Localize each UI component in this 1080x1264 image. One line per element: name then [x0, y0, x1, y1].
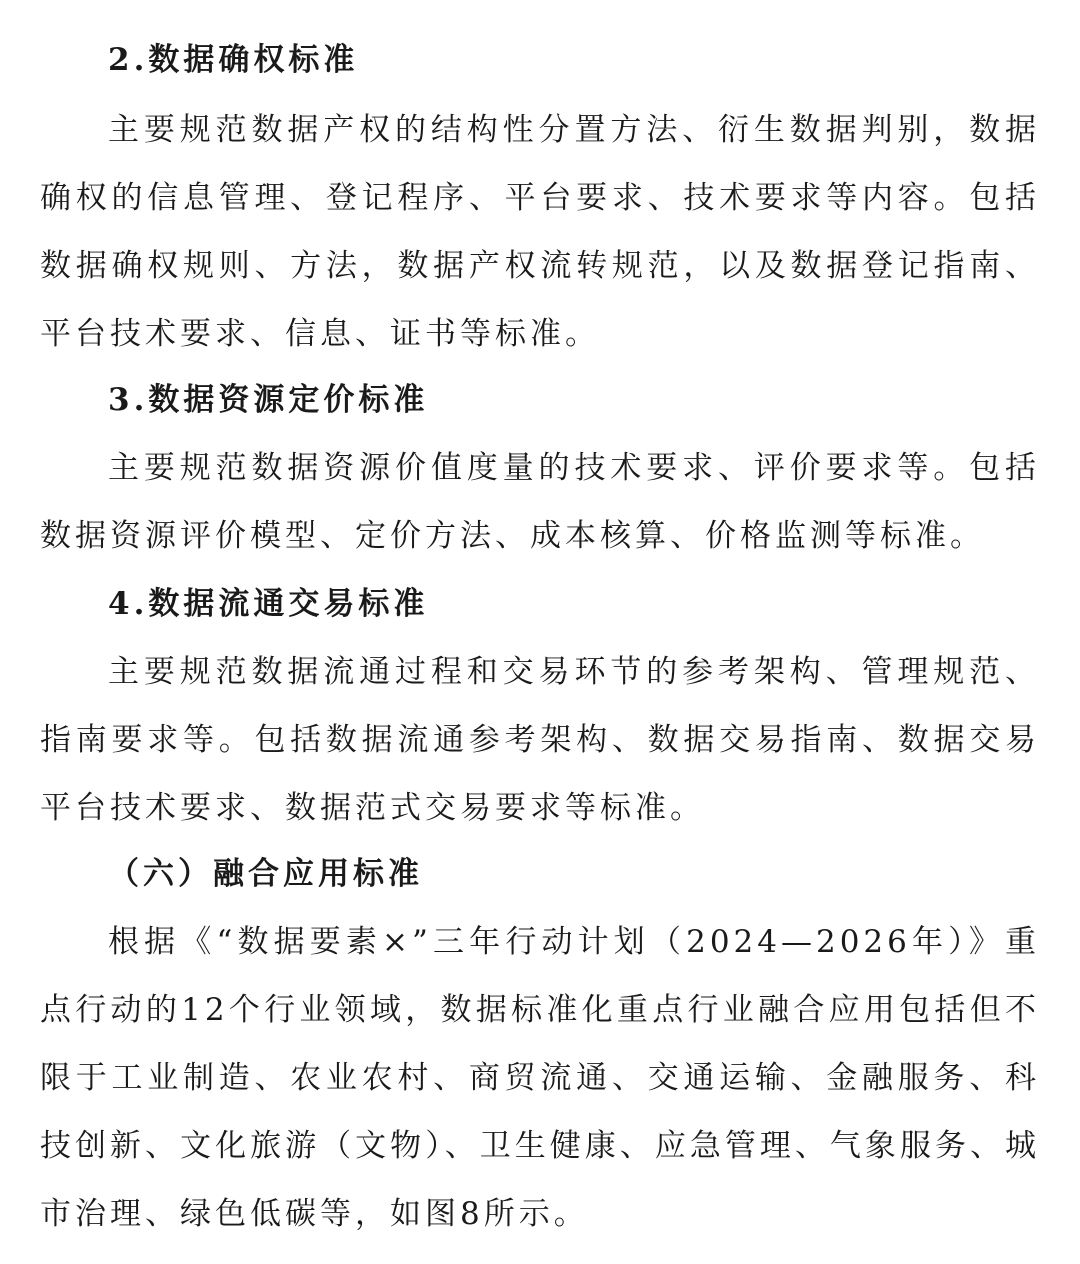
section-heading-circulation: 4.数据流通交易标准 — [108, 586, 429, 622]
section-body-data-rights: 主要规范数据产权的结构性分置方法、衍生数据判别，数据确权的信息管理、登记程序、平台要求、技术要求等内容。包括数据确权规则、方法，数据产权流转规范，以及数据登记指南、平台技术要求、信息、证书等标准。 — [40, 112, 1040, 352]
section-body-circulation: 主要规范数据流通过程和交易环节的参考架构、管理规范、指南要求等。包括数据流通参考架构、数据交易指南、数据交易平台技术要求、数据范式交易要求等标准。 — [40, 654, 1040, 826]
section-heading-pricing: 3.数据资源定价标准 — [108, 382, 429, 418]
section-heading-fusion-application: （六）融合应用标准 — [108, 856, 423, 892]
section-heading-data-rights: 2.数据确权标准 — [108, 42, 359, 78]
section-body-fusion-application: 根据《“数据要素×”三年行动计划（2024—2026年）》重点行动的12个行业领域，数据标准化重点行业融合应用包括但不限于工业制造、农业农村、商贸流通、交通运输、金融服务、科技创新、文化旅游（文物）、卫生健康、应急管理、气象服务、城市治理、绿色低碳等，如图8所示。 — [40, 924, 1040, 1232]
section-body-pricing: 主要规范数据资源价值度量的技术要求、评价要求等。包括数据资源评价模型、定价方法、成本核算、价格监测等标准。 — [40, 450, 1040, 554]
